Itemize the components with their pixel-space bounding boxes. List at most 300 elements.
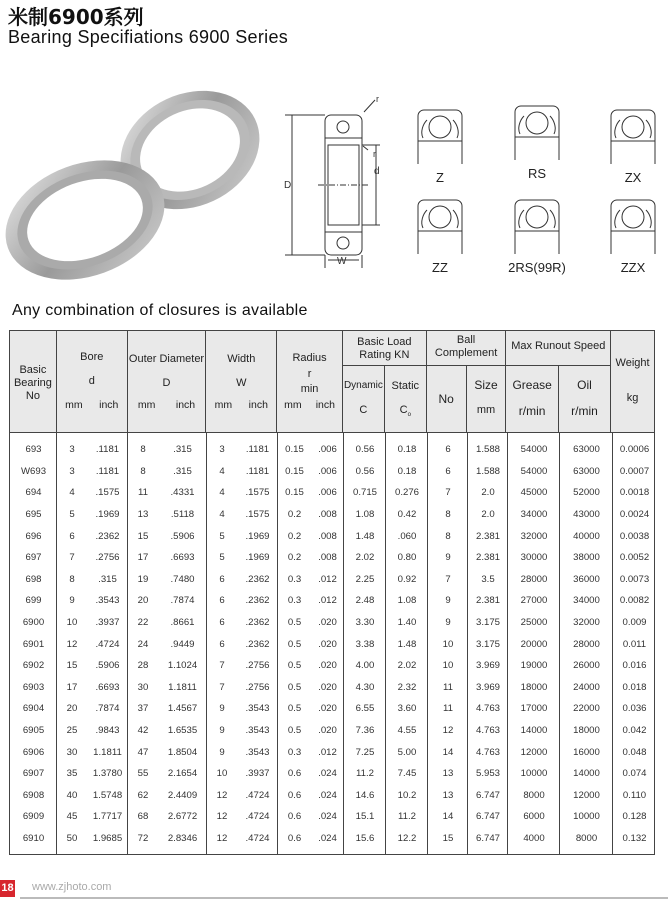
table-cell: 1.9685 <box>92 832 123 844</box>
table-cell: 1.1811 <box>168 681 197 693</box>
table-cell: .4331 <box>170 487 195 499</box>
table-cell: 0.18 <box>397 444 417 456</box>
header-load-rating <box>343 331 427 432</box>
header-text: mm <box>476 404 496 416</box>
table-cell: 3.5 <box>481 573 495 585</box>
bearing-photo <box>0 60 270 285</box>
column-divider <box>343 433 344 854</box>
table-cell: 0.5 <box>287 638 302 650</box>
table-cell: 7 <box>445 487 451 499</box>
header-text: min <box>300 383 319 395</box>
unit-inch: inch <box>99 399 119 411</box>
header-ball-complement <box>427 331 507 432</box>
closure-z <box>405 108 475 185</box>
table-cell: 6.747 <box>475 789 500 801</box>
table-cell: 0.0073 <box>619 573 650 585</box>
table-cell: 7 <box>445 573 451 585</box>
header-text: Complement <box>434 347 498 359</box>
table-cell: 0.0007 <box>619 465 650 477</box>
table-cell: .315 <box>173 465 192 477</box>
header-text: No <box>25 390 40 402</box>
table-cell: 1.48 <box>355 530 375 542</box>
table-cell: .024 <box>318 811 337 823</box>
page-title: Bearing Specifiations 6900 Series <box>8 27 289 47</box>
footer-divider <box>20 897 668 899</box>
table-cell: .3543 <box>245 746 270 758</box>
table-cell: 0.715 <box>352 487 377 499</box>
table-cell: 45000 <box>520 487 548 499</box>
spec-table <box>9 330 655 855</box>
table-cell: .7874 <box>170 595 195 607</box>
table-cell: 28000 <box>520 573 548 585</box>
table-cell: 6903 <box>22 681 45 693</box>
table-cell: 15.6 <box>355 832 375 844</box>
table-cell: 5 <box>219 530 225 542</box>
table-cell: 0.18 <box>397 465 417 477</box>
table-cell: 0.0052 <box>619 552 650 564</box>
table-cell: 1.08 <box>355 509 375 521</box>
table-cell: W693 <box>20 465 47 477</box>
header-static: Static <box>391 380 420 392</box>
table-cell: .020 <box>318 725 337 737</box>
closure-zz <box>405 198 475 275</box>
table-cell: 0.3 <box>287 573 302 585</box>
table-cell: 8 <box>140 444 146 456</box>
table-cell: .2362 <box>245 595 270 607</box>
table-cell: 3.969 <box>475 681 500 693</box>
closure-2rs99r <box>502 198 572 275</box>
header-text: Basic <box>19 364 47 376</box>
table-cell: 3 <box>69 444 75 456</box>
table-cell: 699 <box>25 595 42 607</box>
table-cell: 693 <box>25 444 42 456</box>
table-cell: .1969 <box>245 530 270 542</box>
table-cell: 15.1 <box>355 811 375 823</box>
table-cell: 6910 <box>22 832 45 844</box>
table-cell: 6.55 <box>355 703 375 715</box>
table-cell: 4.30 <box>355 681 375 693</box>
page-number: 18 <box>0 880 15 897</box>
header-text: r/min <box>571 404 598 418</box>
header-width <box>206 331 277 432</box>
table-cell: 4.00 <box>355 660 375 672</box>
table-cell: 5 <box>219 552 225 564</box>
table-cell: .2362 <box>245 617 270 629</box>
table-cell: 5.00 <box>397 746 417 758</box>
table-cell: 6902 <box>22 660 45 672</box>
header-text: kg <box>626 392 639 404</box>
table-cell: 10.2 <box>397 789 417 801</box>
table-cell: .315 <box>173 444 192 456</box>
column-divider <box>427 433 428 854</box>
table-cell: 52000 <box>573 487 600 499</box>
table-cell: 7.36 <box>355 725 375 737</box>
table-cell: 19 <box>137 573 149 585</box>
table-cell: .008 <box>318 552 337 564</box>
table-cell: 0.56 <box>355 465 375 477</box>
table-cell: 36000 <box>573 573 600 585</box>
table-cell: 7.45 <box>397 768 417 780</box>
table-cell: 7 <box>219 660 225 672</box>
table-cell: 12 <box>66 638 78 650</box>
column-divider <box>56 433 57 854</box>
table-cell: 2.6772 <box>167 811 198 823</box>
table-cell: .3543 <box>95 595 120 607</box>
table-cell: 1.6535 <box>167 725 198 737</box>
table-cell: 2.02 <box>397 660 417 672</box>
table-cell: 10 <box>216 768 228 780</box>
table-cell: 1.4567 <box>167 703 198 715</box>
table-cell: .020 <box>318 681 337 693</box>
table-cell: .1575 <box>95 487 120 499</box>
header-text: Rating KN <box>359 349 410 361</box>
table-cell: .3937 <box>245 768 270 780</box>
table-cell: .020 <box>318 703 337 715</box>
table-cell: .1181 <box>245 444 270 456</box>
table-cell: 63000 <box>573 465 600 477</box>
table-cell: 25 <box>66 725 78 737</box>
header-text: Width <box>227 353 256 365</box>
table-cell: 0.6 <box>287 789 302 801</box>
table-cell: 1.7717 <box>92 811 123 823</box>
table-cell: 20000 <box>520 638 548 650</box>
unit-inch: inch <box>175 399 196 411</box>
closure-label: ZX <box>624 170 642 185</box>
unit-inch: inch <box>248 399 268 411</box>
column-divider <box>467 433 468 854</box>
table-cell: .3543 <box>245 703 270 715</box>
table-cell: .4724 <box>95 638 120 650</box>
column-divider <box>385 433 386 854</box>
table-cell: 34000 <box>520 509 548 521</box>
table-cell: 32000 <box>573 617 600 629</box>
table-cell: .006 <box>318 465 337 477</box>
table-cell: 0.2 <box>287 509 302 521</box>
table-cell: .315 <box>98 573 117 585</box>
header-text: Weight <box>615 357 650 369</box>
table-cell: .6693 <box>170 552 195 564</box>
table-cell: 697 <box>25 552 42 564</box>
table-cell: 2.381 <box>475 552 500 564</box>
table-cell: 72 <box>137 832 149 844</box>
table-cell: 12 <box>216 789 228 801</box>
table-cell: 6 <box>219 573 225 585</box>
closure-seal-icon <box>512 198 562 254</box>
table-cell: 14 <box>442 746 454 758</box>
header-max-speed <box>506 331 611 432</box>
table-cell: 2.1654 <box>167 768 198 780</box>
table-cell: 0.009 <box>622 617 647 629</box>
header-outer-diameter <box>128 331 207 432</box>
table-cell: .3937 <box>95 617 120 629</box>
table-cell: .006 <box>318 487 337 499</box>
table-cell: 0.011 <box>622 638 647 650</box>
label-d: d <box>374 166 380 177</box>
table-cell: .2362 <box>95 530 120 542</box>
table-cell: 1.40 <box>397 617 417 629</box>
header-bore <box>57 331 128 432</box>
table-cell: 17000 <box>520 703 548 715</box>
table-cell: 2.02 <box>355 552 375 564</box>
table-cell: 2.48 <box>355 595 375 607</box>
table-cell: .5118 <box>170 509 195 521</box>
table-cell: 0.92 <box>397 573 417 585</box>
table-cell: 2.381 <box>475 595 500 607</box>
table-cell: 11 <box>443 681 453 693</box>
table-cell: 13 <box>137 509 149 521</box>
unit-mm: mm <box>284 399 302 411</box>
table-cell: 11.2 <box>398 811 416 823</box>
table-cell: 695 <box>25 509 42 521</box>
header-text: Oil <box>577 378 592 392</box>
website-url[interactable]: www.zjhoto.com <box>32 881 112 893</box>
table-cell: 1.588 <box>475 444 500 456</box>
table-cell: 8 <box>140 465 146 477</box>
table-cell: 47 <box>137 746 149 758</box>
table-cell: 7.25 <box>355 746 375 758</box>
closure-label: ZZX <box>620 260 646 275</box>
column-divider <box>127 433 128 854</box>
table-cell: .4724 <box>245 811 270 823</box>
table-cell: 0.15 <box>285 465 304 477</box>
table-cell: .1575 <box>245 487 270 499</box>
table-cell: 15 <box>442 832 454 844</box>
header-text: Outer Diameter <box>128 353 205 365</box>
closure-seal-icon <box>415 108 465 164</box>
table-cell: 14.6 <box>355 789 375 801</box>
table-cell: 0.5 <box>287 681 302 693</box>
table-cell: 2.8346 <box>167 832 198 844</box>
table-cell: 4000 <box>523 832 545 844</box>
table-cell: 0.5 <box>287 617 302 629</box>
table-cell: .020 <box>318 638 337 650</box>
table-cell: 6900 <box>22 617 45 629</box>
table-cell: 6905 <box>22 725 45 737</box>
table-cell: 14000 <box>573 768 600 780</box>
table-cell: 6908 <box>22 789 45 801</box>
table-cell: 2.32 <box>397 681 417 693</box>
table-cell: 24000 <box>573 681 600 693</box>
table-cell: .2362 <box>245 638 270 650</box>
table-cell: 22 <box>137 617 149 629</box>
table-cell: 1.1811 <box>93 746 122 758</box>
table-cell: 12000 <box>573 789 600 801</box>
table-cell: 0.048 <box>622 746 647 758</box>
table-cell: .2756 <box>245 681 270 693</box>
cross-section-diagram <box>280 90 390 270</box>
table-cell: 3 <box>219 444 225 456</box>
table-cell: 0.3 <box>287 746 302 758</box>
unit-mm: mm <box>65 399 83 411</box>
table-cell: 12.2 <box>397 832 417 844</box>
table-cell: 12000 <box>520 746 548 758</box>
table-cell: 6904 <box>22 703 45 715</box>
table-cell: 10 <box>66 617 78 629</box>
table-cell: 0.42 <box>397 509 417 521</box>
table-cell: 0.0024 <box>619 509 650 521</box>
header-text: Bearing <box>13 377 52 389</box>
table-cell: .1181 <box>95 444 120 456</box>
table-cell: 54000 <box>520 465 548 477</box>
table-cell: 1.588 <box>475 465 500 477</box>
table-cell: 18000 <box>573 725 600 737</box>
table-cell: 2.25 <box>355 573 375 585</box>
table-cell: 4.763 <box>475 703 500 715</box>
table-cell: .1181 <box>95 465 120 477</box>
table-cell: 9 <box>445 617 451 629</box>
unit-mm: mm <box>137 399 156 411</box>
table-cell: 0.042 <box>622 725 647 737</box>
table-cell: .7480 <box>170 573 195 585</box>
table-cell: 6901 <box>22 638 45 650</box>
table-cell: 4 <box>69 487 75 499</box>
table-cell: 12 <box>216 811 228 823</box>
table-cell: 0.0082 <box>619 595 650 607</box>
header-text: d <box>88 375 95 387</box>
table-cell: 55 <box>137 768 149 780</box>
table-cell: 0.0018 <box>619 487 650 499</box>
table-cell: .1575 <box>245 509 270 521</box>
header-basic <box>10 331 57 432</box>
table-cell: 6 <box>69 530 75 542</box>
table-cell: .8661 <box>170 617 195 629</box>
header-text: C <box>399 404 408 416</box>
table-cell: 26000 <box>573 660 600 672</box>
table-cell: 0.036 <box>622 703 647 715</box>
header-text: Size <box>474 378 498 392</box>
column-divider <box>507 433 508 854</box>
table-cell: 9 <box>219 725 225 737</box>
table-cell: 7 <box>69 552 75 564</box>
table-cell: .4724 <box>245 832 270 844</box>
table-cell: 30000 <box>520 552 548 564</box>
table-cell: 14 <box>442 811 454 823</box>
table-cell: 12 <box>442 725 454 737</box>
closure-seal-icon <box>415 198 465 254</box>
closure-seal-icon <box>608 198 658 254</box>
table-cell: 7 <box>219 681 225 693</box>
table-cell: 62 <box>137 789 149 801</box>
table-cell: 10000 <box>520 768 548 780</box>
table-cell: 0.6 <box>287 768 302 780</box>
table-cell: 25000 <box>520 617 548 629</box>
table-cell: 22000 <box>573 703 600 715</box>
table-cell: 45 <box>66 811 78 823</box>
table-cell: 9 <box>445 552 451 564</box>
table-cell: 6909 <box>22 811 45 823</box>
table-header <box>10 331 654 433</box>
closure-label: Z <box>436 170 444 185</box>
header-text: Basic Load <box>357 336 412 348</box>
table-cell: .060 <box>397 530 417 542</box>
table-cell: .9449 <box>170 638 195 650</box>
table-cell: 5.953 <box>475 768 500 780</box>
table-cell: 3.38 <box>355 638 375 650</box>
table-cell: 38000 <box>573 552 600 564</box>
closures-note: Any combination of closures is available <box>12 302 308 319</box>
table-cell: 8000 <box>575 832 598 844</box>
table-cell: 0.6 <box>287 832 302 844</box>
label-W: W <box>337 256 347 267</box>
table-cell: 35 <box>66 768 78 780</box>
unit-mm: mm <box>214 399 233 411</box>
table-cell: 2.0 <box>481 509 495 521</box>
header-text: No <box>438 392 454 406</box>
table-cell: 0.2 <box>287 552 302 564</box>
table-cell: 1.3780 <box>92 768 123 780</box>
table-cell: .1969 <box>95 509 120 521</box>
table-cell: 8 <box>445 509 451 521</box>
table-cell: 18000 <box>520 681 548 693</box>
table-cell: 13 <box>442 768 454 780</box>
closure-seal-icon <box>608 108 658 164</box>
header-text: r/min <box>518 404 546 418</box>
column-divider <box>277 433 278 854</box>
table-cell: 3.175 <box>475 617 500 629</box>
table-cell: .020 <box>318 660 337 672</box>
table-cell: .4724 <box>245 789 270 801</box>
table-cell: 4.763 <box>475 746 500 758</box>
table-cell: 4 <box>219 509 225 521</box>
table-cell: 0.018 <box>622 681 647 693</box>
header-text: o <box>407 412 411 419</box>
closure-label: RS <box>527 166 547 181</box>
table-cell: 6906 <box>22 746 45 758</box>
table-cell: 0.15 <box>285 487 304 499</box>
label-r: r <box>376 94 379 104</box>
table-cell: 1.48 <box>397 638 417 650</box>
table-cell: 696 <box>25 530 42 542</box>
table-cell: 20 <box>66 703 78 715</box>
table-cell: .2756 <box>245 660 270 672</box>
table-cell: 28000 <box>573 638 600 650</box>
table-cell: 0.2 <box>287 530 302 542</box>
table-cell: 0.128 <box>622 811 647 823</box>
table-cell: .006 <box>318 444 337 456</box>
table-cell: 0.5 <box>287 725 302 737</box>
header-text: Grease <box>512 378 552 392</box>
table-cell: 16000 <box>573 746 600 758</box>
table-cell: 3.60 <box>397 703 417 715</box>
table-cell: 4 <box>219 465 225 477</box>
table-cell: 1.1024 <box>167 660 198 672</box>
table-cell: .012 <box>318 746 337 758</box>
header-weight <box>611 331 654 432</box>
table-cell: 9 <box>219 703 225 715</box>
table-cell: .5906 <box>95 660 120 672</box>
header-text: Radius <box>292 352 327 364</box>
header-text: D <box>162 377 171 389</box>
table-cell: 6 <box>445 444 451 456</box>
table-cell: 6 <box>219 595 225 607</box>
table-cell: 30 <box>66 746 78 758</box>
table-cell: 0.5 <box>287 660 302 672</box>
closure-zzx <box>598 198 668 275</box>
table-cell: .2362 <box>245 573 270 585</box>
table-cell: 0.3 <box>287 595 302 607</box>
table-cell: 6 <box>219 638 225 650</box>
table-cell: 694 <box>25 487 42 499</box>
table-cell: 0.132 <box>622 832 647 844</box>
table-cell: 3.175 <box>475 638 500 650</box>
table-cell: .6693 <box>95 681 120 693</box>
table-cell: 43000 <box>573 509 600 521</box>
table-cell: 37 <box>137 703 149 715</box>
table-cell: 17 <box>66 681 78 693</box>
table-cell: 0.5 <box>287 703 302 715</box>
table-cell: 9 <box>69 595 75 607</box>
table-cell: .3543 <box>245 725 270 737</box>
